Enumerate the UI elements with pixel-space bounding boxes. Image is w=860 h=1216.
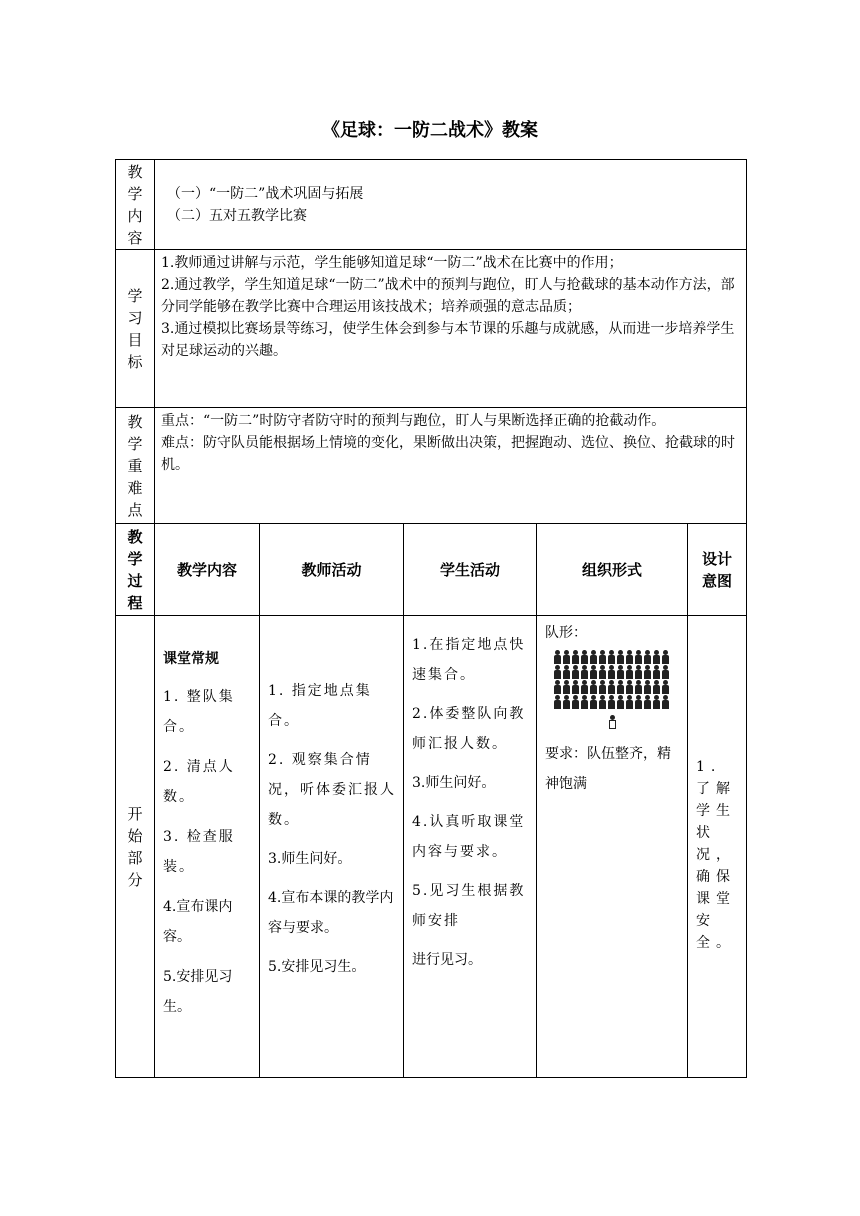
student-icon (553, 695, 562, 709)
list-item: 5.见习生根据教师安排 (412, 883, 526, 929)
student-icon (598, 650, 607, 664)
list-item: 2.体委整队向教师汇报人数。 (412, 706, 526, 752)
student-icon (598, 680, 607, 694)
student-icon (661, 680, 670, 694)
student-icon (571, 650, 580, 664)
requirement-text: 要求：队伍整齐，精神饱满 (545, 746, 671, 792)
student-icon (589, 665, 598, 679)
list-item: 1. 整队集合。 (163, 689, 235, 735)
student-icon (625, 680, 634, 694)
student-icon (553, 680, 562, 694)
student-icon (589, 695, 598, 709)
student-icon (634, 680, 643, 694)
list-item: 1.在指定地点快速集合。 (412, 637, 526, 683)
page-title: 《足球：一防二战术》教案 (322, 120, 538, 141)
student-icon (571, 665, 580, 679)
student-icon (562, 680, 571, 694)
student-icon (616, 680, 625, 694)
student-icon (598, 695, 607, 709)
list-item: 5.安排见习生。 (268, 959, 366, 975)
student-icon (643, 650, 652, 664)
list-item: 3.师生问好。 (268, 851, 352, 867)
start-row (116, 616, 747, 1078)
col-student-header: 学生活动 (404, 524, 537, 616)
student-icon (580, 695, 589, 709)
list-item: 4.宣布本课的教学内容与要求。 (268, 890, 394, 936)
student-icon (607, 650, 616, 664)
student-icon (589, 650, 598, 664)
student-icon (634, 695, 643, 709)
student-icon (580, 680, 589, 694)
student-icon (661, 695, 670, 709)
goal-row (116, 250, 747, 408)
student-icon (625, 665, 634, 679)
start-teacher-cell (260, 616, 404, 1078)
key-row (116, 408, 747, 524)
content-title: 课堂常规 (163, 651, 219, 667)
student-icon (616, 650, 625, 664)
student-icon (625, 650, 634, 664)
key-text: 重点：“一防二”时防守者防守时的预判与跑位，盯人与果断选择正确的抢截动作。 难点：防守队员能根据场上情境的变化，果断做出决策，把握跑动、选位、换位、抢截球的时机。 (155, 408, 747, 524)
student-icon (634, 650, 643, 664)
list-item: 进行见习。 (412, 952, 482, 968)
start-content-cell (155, 616, 260, 1078)
student-icon (607, 680, 616, 694)
col-teacher-header: 教师活动 (260, 524, 404, 616)
student-icon (652, 680, 661, 694)
content-row (116, 160, 747, 250)
student-icon (643, 680, 652, 694)
student-icon (643, 665, 652, 679)
list-item: 3.师生问好。 (412, 775, 496, 791)
teacher-icon (608, 715, 617, 729)
student-icon (607, 665, 616, 679)
list-item: 2. 观察集合情况，听体委汇报人数。 (268, 752, 396, 828)
col-content-header: 教学内容 (155, 524, 260, 616)
key-label: 教 学 重 难 点 (116, 408, 155, 524)
student-icon (643, 695, 652, 709)
col-org-header: 组织形式 (537, 524, 688, 616)
goal-label: 学 习 目 标 (116, 250, 155, 408)
student-icon (580, 665, 589, 679)
formation-label: 队形： (545, 625, 587, 641)
list-item: 5.安排见习生。 (163, 969, 233, 1015)
goal-text: 1.教师通过讲解与示范，学生能够知道足球“一防二”战术在比赛中的作用； 2.通过教学，学生知道足球“一防二”战术中的预判与跑位，盯人与抢截球的基本动作方法，部分同学能够在教学比赛中合理运用该技战术；培养顽强的意志品质； 3.通过模拟比赛场景等练习，使学生体会到参与本节课的乐趣与成就感，从而进一步培养学生对足球运动的兴趣。 (155, 250, 747, 408)
process-label: 教 学 过 程 (116, 524, 155, 616)
student-icon (562, 665, 571, 679)
student-icon (625, 695, 634, 709)
student-icon (580, 650, 589, 664)
student-icon (562, 695, 571, 709)
student-icon (553, 665, 562, 679)
student-icon (652, 695, 661, 709)
start-student-cell (404, 616, 537, 1078)
student-icon (616, 695, 625, 709)
start-design-cell: 1. 了解学生状况，确保课堂安全。 (688, 616, 747, 1078)
student-icon (616, 665, 625, 679)
student-icon (553, 650, 562, 664)
student-icon (652, 665, 661, 679)
student-icon (598, 665, 607, 679)
student-icon (661, 650, 670, 664)
content-label: 教 学 内 容 (116, 160, 155, 250)
student-icon (571, 695, 580, 709)
content-text: （一）“一防二”战术巩固与拓展 （二）五对五教学比赛 (155, 160, 747, 250)
lesson-plan-table (115, 159, 747, 1078)
student-icon (652, 650, 661, 664)
student-icon (562, 650, 571, 664)
list-item: 3. 检查服装。 (163, 829, 235, 875)
col-design-header: 设计 意图 (688, 524, 747, 616)
list-item: 1. 指定地点集合。 (268, 683, 372, 729)
list-item: 4.宣布课内容。 (163, 899, 233, 945)
list-item: 4.认真听取课堂内容与要求。 (412, 814, 526, 860)
student-icon (571, 680, 580, 694)
student-icon (634, 665, 643, 679)
list-item: 2. 清点人数。 (163, 759, 235, 805)
student-icon (607, 695, 616, 709)
start-org-cell (537, 616, 688, 1078)
formation-diagram (553, 650, 678, 709)
process-header-row (116, 524, 747, 616)
student-icon (589, 680, 598, 694)
start-label: 开 始 部 分 (116, 616, 155, 1078)
student-icon (661, 665, 670, 679)
